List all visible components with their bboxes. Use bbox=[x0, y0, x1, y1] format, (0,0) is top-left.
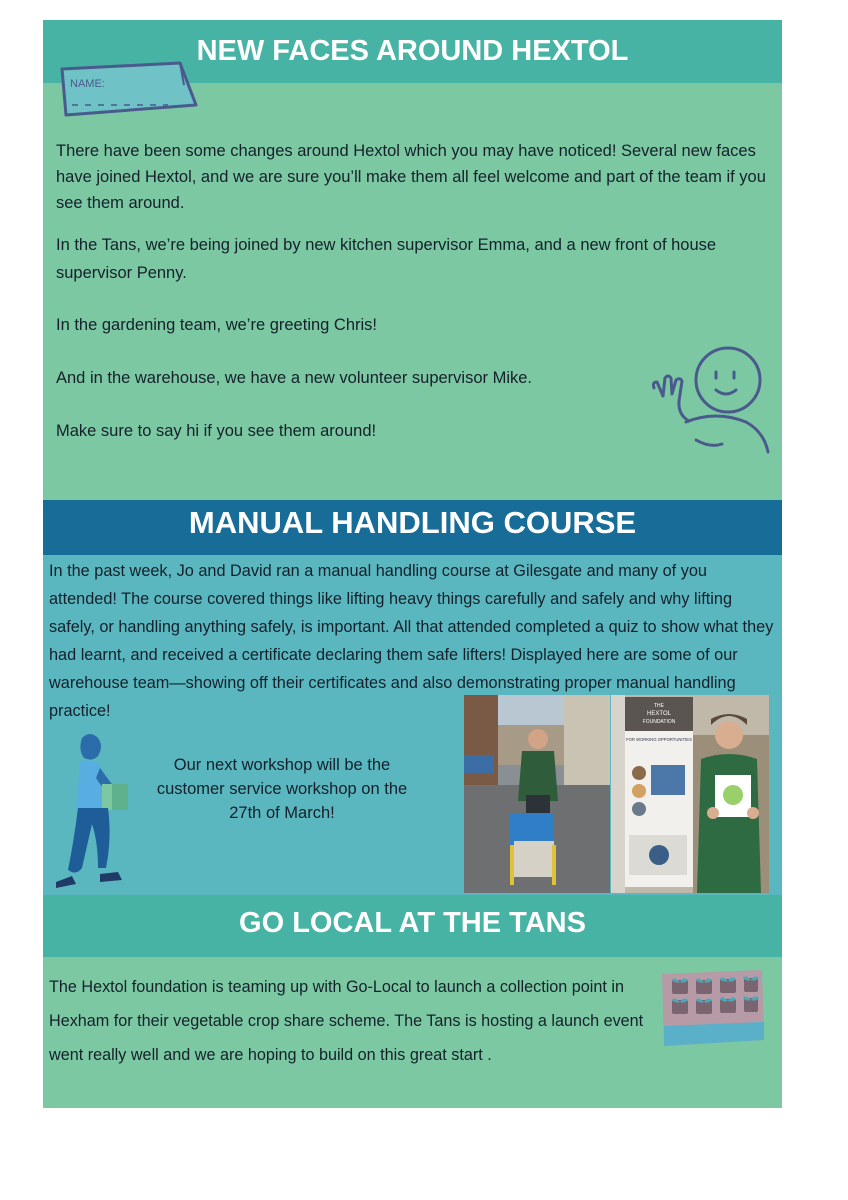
manual-handling-title: MANUAL HANDLING COURSE bbox=[188, 505, 637, 540]
person-carrying-box-illustration bbox=[52, 728, 134, 894]
new-faces-paragraph-3: In the gardening team, we’re greeting Chris! bbox=[56, 316, 378, 334]
banner-tagline: FOR WORKING OPPORTUNITIES bbox=[626, 737, 692, 742]
warehouse-street-photo bbox=[464, 695, 610, 893]
banner-line-1: THE bbox=[654, 703, 664, 709]
new-faces-paragraph-5: Make sure to say hi if you see them around! bbox=[56, 422, 377, 440]
new-faces-paragraph-1: There have been some changes around Hextol which you may have noticed! Several new faces have joined Hextol, and we are sure you’ll make them all feel welcome and part of the team if you see them around. bbox=[56, 142, 766, 212]
seedling-tray-icon bbox=[660, 970, 766, 1048]
new-faces-paragraph-2: In the Tans, we’re being joined by new kitchen supervisor Emma, and a new front of house supervisor Penny. bbox=[56, 236, 717, 282]
next-workshop-note: Our next workshop will be the customer service workshop on the 27th of March! bbox=[156, 756, 408, 822]
new-faces-title: NEW FACES AROUND HEXTOL bbox=[196, 35, 629, 67]
go-local-title: GO LOCAL AT THE TANS bbox=[239, 907, 586, 939]
banner-line-3: FOUNDATION bbox=[642, 719, 676, 725]
name-tag-label: NAME: bbox=[70, 78, 105, 90]
waving-face-icon bbox=[646, 340, 781, 460]
certificate-photo bbox=[611, 695, 769, 893]
go-local-paragraph: The Hextol foundation is teaming up with Go-Local to launch a collection point in Hexham for their vegetable crop share scheme. The Tans is hosting a launch event went really well and we are hoping to build on this great start . bbox=[49, 978, 644, 1064]
manual-handling-paragraph: In the past week, Jo and David ran a manual handling course at Gilesgate and many of you attended! The course covered things like lifting heavy things carefully and safely and why lifting safely, or handling anything safely, is important. All that attended completed a quiz to show what they had learnt, and received a certificate declaring them safe lifters! Displayed here are some of our warehouse team—showing off their certificates and also demonstrating proper manual handling practice! bbox=[49, 562, 774, 720]
name-tag-icon bbox=[56, 55, 202, 125]
new-faces-paragraph-4: And in the warehouse, we have a new volunteer supervisor Mike. bbox=[56, 369, 533, 387]
banner-line-2: HEXTOL bbox=[647, 711, 671, 717]
